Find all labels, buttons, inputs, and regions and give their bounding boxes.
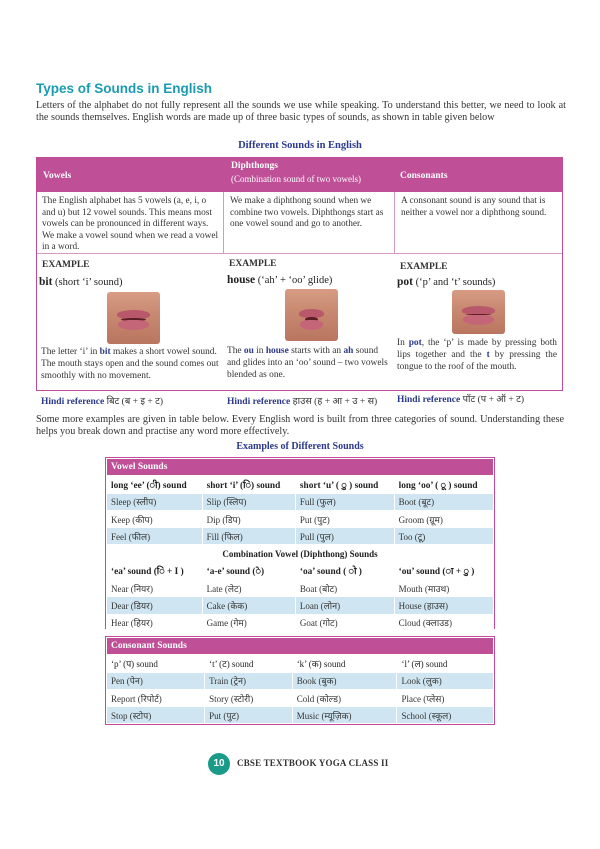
types-table-caption: Different Sounds in English bbox=[238, 140, 362, 151]
hindi-reference-pot bbox=[397, 392, 524, 405]
vowel-header: short ‘i’ (ि) sound bbox=[202, 476, 295, 493]
text-part: , the ‘p’ is made by pressing both lips together and the bbox=[397, 338, 557, 360]
table-cell: School (स्कूल) bbox=[397, 707, 494, 724]
table-cell: Pen (पेन) bbox=[107, 672, 205, 689]
example-gloss: (‘p’ and ‘t’ sounds) bbox=[415, 277, 496, 288]
page-number: 10 bbox=[208, 753, 230, 775]
highlight-word: ah bbox=[343, 346, 354, 356]
hindi-reference-house bbox=[227, 394, 377, 407]
consonants-description: A consonant sound is any sound that is neither a vowel nor a diphthong sound. bbox=[401, 196, 547, 218]
examples-table-caption: Examples of Different Sounds bbox=[236, 441, 364, 452]
mouth-photo-house bbox=[285, 289, 338, 341]
consonant-header: ‘t’ (ट) sound bbox=[205, 655, 293, 672]
types-table-header bbox=[37, 158, 562, 192]
example-word-pot bbox=[397, 276, 495, 288]
table-cell: Stop (स्टोप) bbox=[107, 707, 205, 724]
example-label: EXAMPLE bbox=[229, 259, 277, 269]
table-cell: Story (स्टोरी) bbox=[205, 689, 293, 706]
text-part: makes a short vowel sound. The mouth stays open and the sound comes out smoothly with no movement. bbox=[41, 347, 219, 381]
text-part: The bbox=[227, 346, 244, 356]
text-part: in bbox=[253, 346, 266, 356]
table-cell: Dear (डियर) bbox=[107, 597, 203, 614]
table-cell: Full (फुल) bbox=[295, 493, 394, 510]
consonant-header: ‘p’ (प) sound bbox=[107, 655, 205, 672]
highlight-word: house bbox=[265, 346, 289, 356]
hindi-reference-label: Hindi reference bbox=[41, 397, 105, 407]
hindi-reference-value: पॉट (प + ऑ + ट) bbox=[462, 395, 525, 405]
table-cell: Late (लेट) bbox=[202, 580, 295, 597]
table-cell: Boat (बोट) bbox=[295, 580, 394, 597]
example-word: pot bbox=[397, 276, 413, 288]
table-cell: House (हाउस) bbox=[394, 597, 493, 614]
footer-title: CBSE TEXTBOOK YOGA CLASS II bbox=[237, 758, 389, 768]
hindi-reference-value: हाउस (ह + आ + उ + स) bbox=[292, 397, 378, 407]
table-cell: Cake (केक) bbox=[202, 597, 295, 614]
table-cell: Put (पुट) bbox=[295, 510, 394, 527]
vowel-header: short ‘u’ ( ु ) sound bbox=[295, 476, 394, 493]
example-word-bit bbox=[39, 276, 123, 288]
table-cell: Hear (हियर) bbox=[107, 614, 203, 631]
hindi-reference-bit bbox=[41, 394, 163, 407]
header-diphthongs-sub: (Combination sound of two vowels) bbox=[231, 174, 361, 184]
table-cell: Sleep (स्लीप) bbox=[107, 493, 203, 510]
table-cell: Report (रिपोर्ट) bbox=[107, 689, 205, 706]
table-cell: Pull (पुल) bbox=[295, 528, 394, 545]
diphthong-header: ‘ou’ sound (ा + ु ) bbox=[394, 562, 493, 579]
intro-paragraph: Letters of the alphabet do not fully represent all the sounds we use while speaking. To understand this better, we need to look at the sounds themselves. English words are made up of three basic types of sounds, as shown in table given below bbox=[36, 100, 566, 124]
sound-types-table bbox=[36, 157, 563, 407]
table-cell: Book (बुक) bbox=[292, 672, 397, 689]
diphthongs-description: We make a diphthong sound when we combine two vowels. Diphthongs start as one vowel sound and go to another. bbox=[230, 196, 384, 230]
table-cell: Groom (ग्रूम) bbox=[394, 510, 493, 527]
consonant-header: ‘k’ (क) sound bbox=[292, 655, 397, 672]
vowels-description: The English alphabet has 5 vowels (a, e, i, o and u) but 12 vowel sounds. This means most vowels can be pronounced in different ways. We make a vowel sound when we read a vowel in a word. bbox=[42, 196, 219, 253]
header-consonants: Consonants bbox=[400, 171, 448, 181]
mouth-photo-pot bbox=[452, 290, 505, 334]
diphthong-subtitle: Combination Vowel (Diphthong) Sounds bbox=[107, 545, 494, 562]
example-label: EXAMPLE bbox=[42, 260, 90, 270]
diphthong-header: ‘oa’ sound ( ो ) bbox=[295, 562, 394, 579]
table-cell: Look (लुक) bbox=[397, 672, 494, 689]
example-word: bit bbox=[39, 276, 53, 288]
text-part: sound and glides into an ‘oo’ sound – two vowels blended as one. bbox=[227, 346, 388, 380]
text-part: The letter ‘i’ in bbox=[41, 347, 100, 357]
example-explanation-house bbox=[227, 346, 392, 381]
middle-paragraph: Some more examples are given in table below. Every English word is built from three categories of sound. Understanding these helps you break down and practise any word more effectively. bbox=[36, 414, 564, 438]
table-cell: Near (नियर) bbox=[107, 580, 203, 597]
table-cell: Feel (फील) bbox=[107, 528, 203, 545]
table-cell: Keep (कीप) bbox=[107, 510, 203, 527]
table-cell: Loan (लोन) bbox=[295, 597, 394, 614]
example-gloss: (‘ah’ + ‘oo’ glide) bbox=[257, 275, 333, 286]
table-cell: Cold (कोल्ड) bbox=[292, 689, 397, 706]
example-explanation-pot bbox=[397, 338, 557, 373]
hindi-reference-value: बिट (ब + इ + ट) bbox=[106, 397, 164, 407]
table-cell: Place (प्लेस) bbox=[397, 689, 494, 706]
table-cell: Music (म्यूज़िक) bbox=[292, 707, 397, 724]
diphthong-header: ‘ea’ sound (ि + I ) bbox=[107, 562, 203, 579]
example-word-house bbox=[227, 274, 332, 286]
example-word: house bbox=[227, 274, 256, 286]
text-part: by pressing the tongue to the roof of the mouth. bbox=[397, 349, 557, 372]
header-diphthongs-label: Diphthongs bbox=[231, 161, 278, 171]
table-cell: Fill (फिल) bbox=[202, 528, 295, 545]
table-cell: Put (पुट) bbox=[205, 707, 293, 724]
hindi-reference-label: Hindi reference bbox=[397, 395, 461, 405]
table-cell: Slip (स्लिप) bbox=[202, 493, 295, 510]
vowel-header: long ‘oo’ ( ू ) sound bbox=[394, 476, 493, 493]
text-part: In bbox=[397, 338, 409, 348]
table-cell: Dip (डिप) bbox=[202, 510, 295, 527]
consonant-sounds-table bbox=[106, 637, 494, 724]
column-divider bbox=[394, 192, 395, 253]
hindi-reference-label: Hindi reference bbox=[227, 397, 291, 407]
table-cell: Train (ट्रेन) bbox=[205, 672, 293, 689]
diphthong-header: ‘a-e’ sound (े) bbox=[202, 562, 295, 579]
highlight-word: bit bbox=[99, 347, 111, 357]
vowel-header: long ‘ee’ (ी) sound bbox=[107, 476, 203, 493]
highlight-word: t bbox=[486, 349, 490, 360]
example-label: EXAMPLE bbox=[400, 262, 448, 272]
vowel-table-title: Vowel Sounds bbox=[107, 459, 494, 476]
table-cell: Game (गेम) bbox=[202, 614, 295, 631]
section-heading: Types of Sounds in English bbox=[36, 81, 213, 96]
highlight-word: pot bbox=[408, 338, 422, 348]
example-explanation-bit bbox=[41, 347, 221, 382]
column-divider bbox=[223, 192, 224, 253]
text-part: starts with an bbox=[288, 346, 344, 356]
header-diphthongs bbox=[231, 161, 361, 195]
highlight-word: ou bbox=[243, 346, 254, 356]
table-cell: Too (टू) bbox=[394, 528, 493, 545]
table-cell: Goat (गोट) bbox=[295, 614, 394, 631]
table-cell: Cloud (क्लाउड) bbox=[394, 614, 493, 631]
page-footer bbox=[0, 753, 600, 775]
row-divider bbox=[37, 253, 562, 254]
vowel-sounds-table bbox=[106, 458, 494, 632]
header-vowels: Vowels bbox=[43, 171, 72, 181]
table-cell: Mouth (माउथ) bbox=[394, 580, 493, 597]
consonant-table-title: Consonant Sounds bbox=[107, 638, 494, 655]
consonant-header: ‘l’ (ल) sound bbox=[397, 655, 494, 672]
mouth-photo-bit bbox=[107, 292, 160, 344]
example-gloss: (short ‘i’ sound) bbox=[55, 277, 123, 288]
table-cell: Boot (बूट) bbox=[394, 493, 493, 510]
